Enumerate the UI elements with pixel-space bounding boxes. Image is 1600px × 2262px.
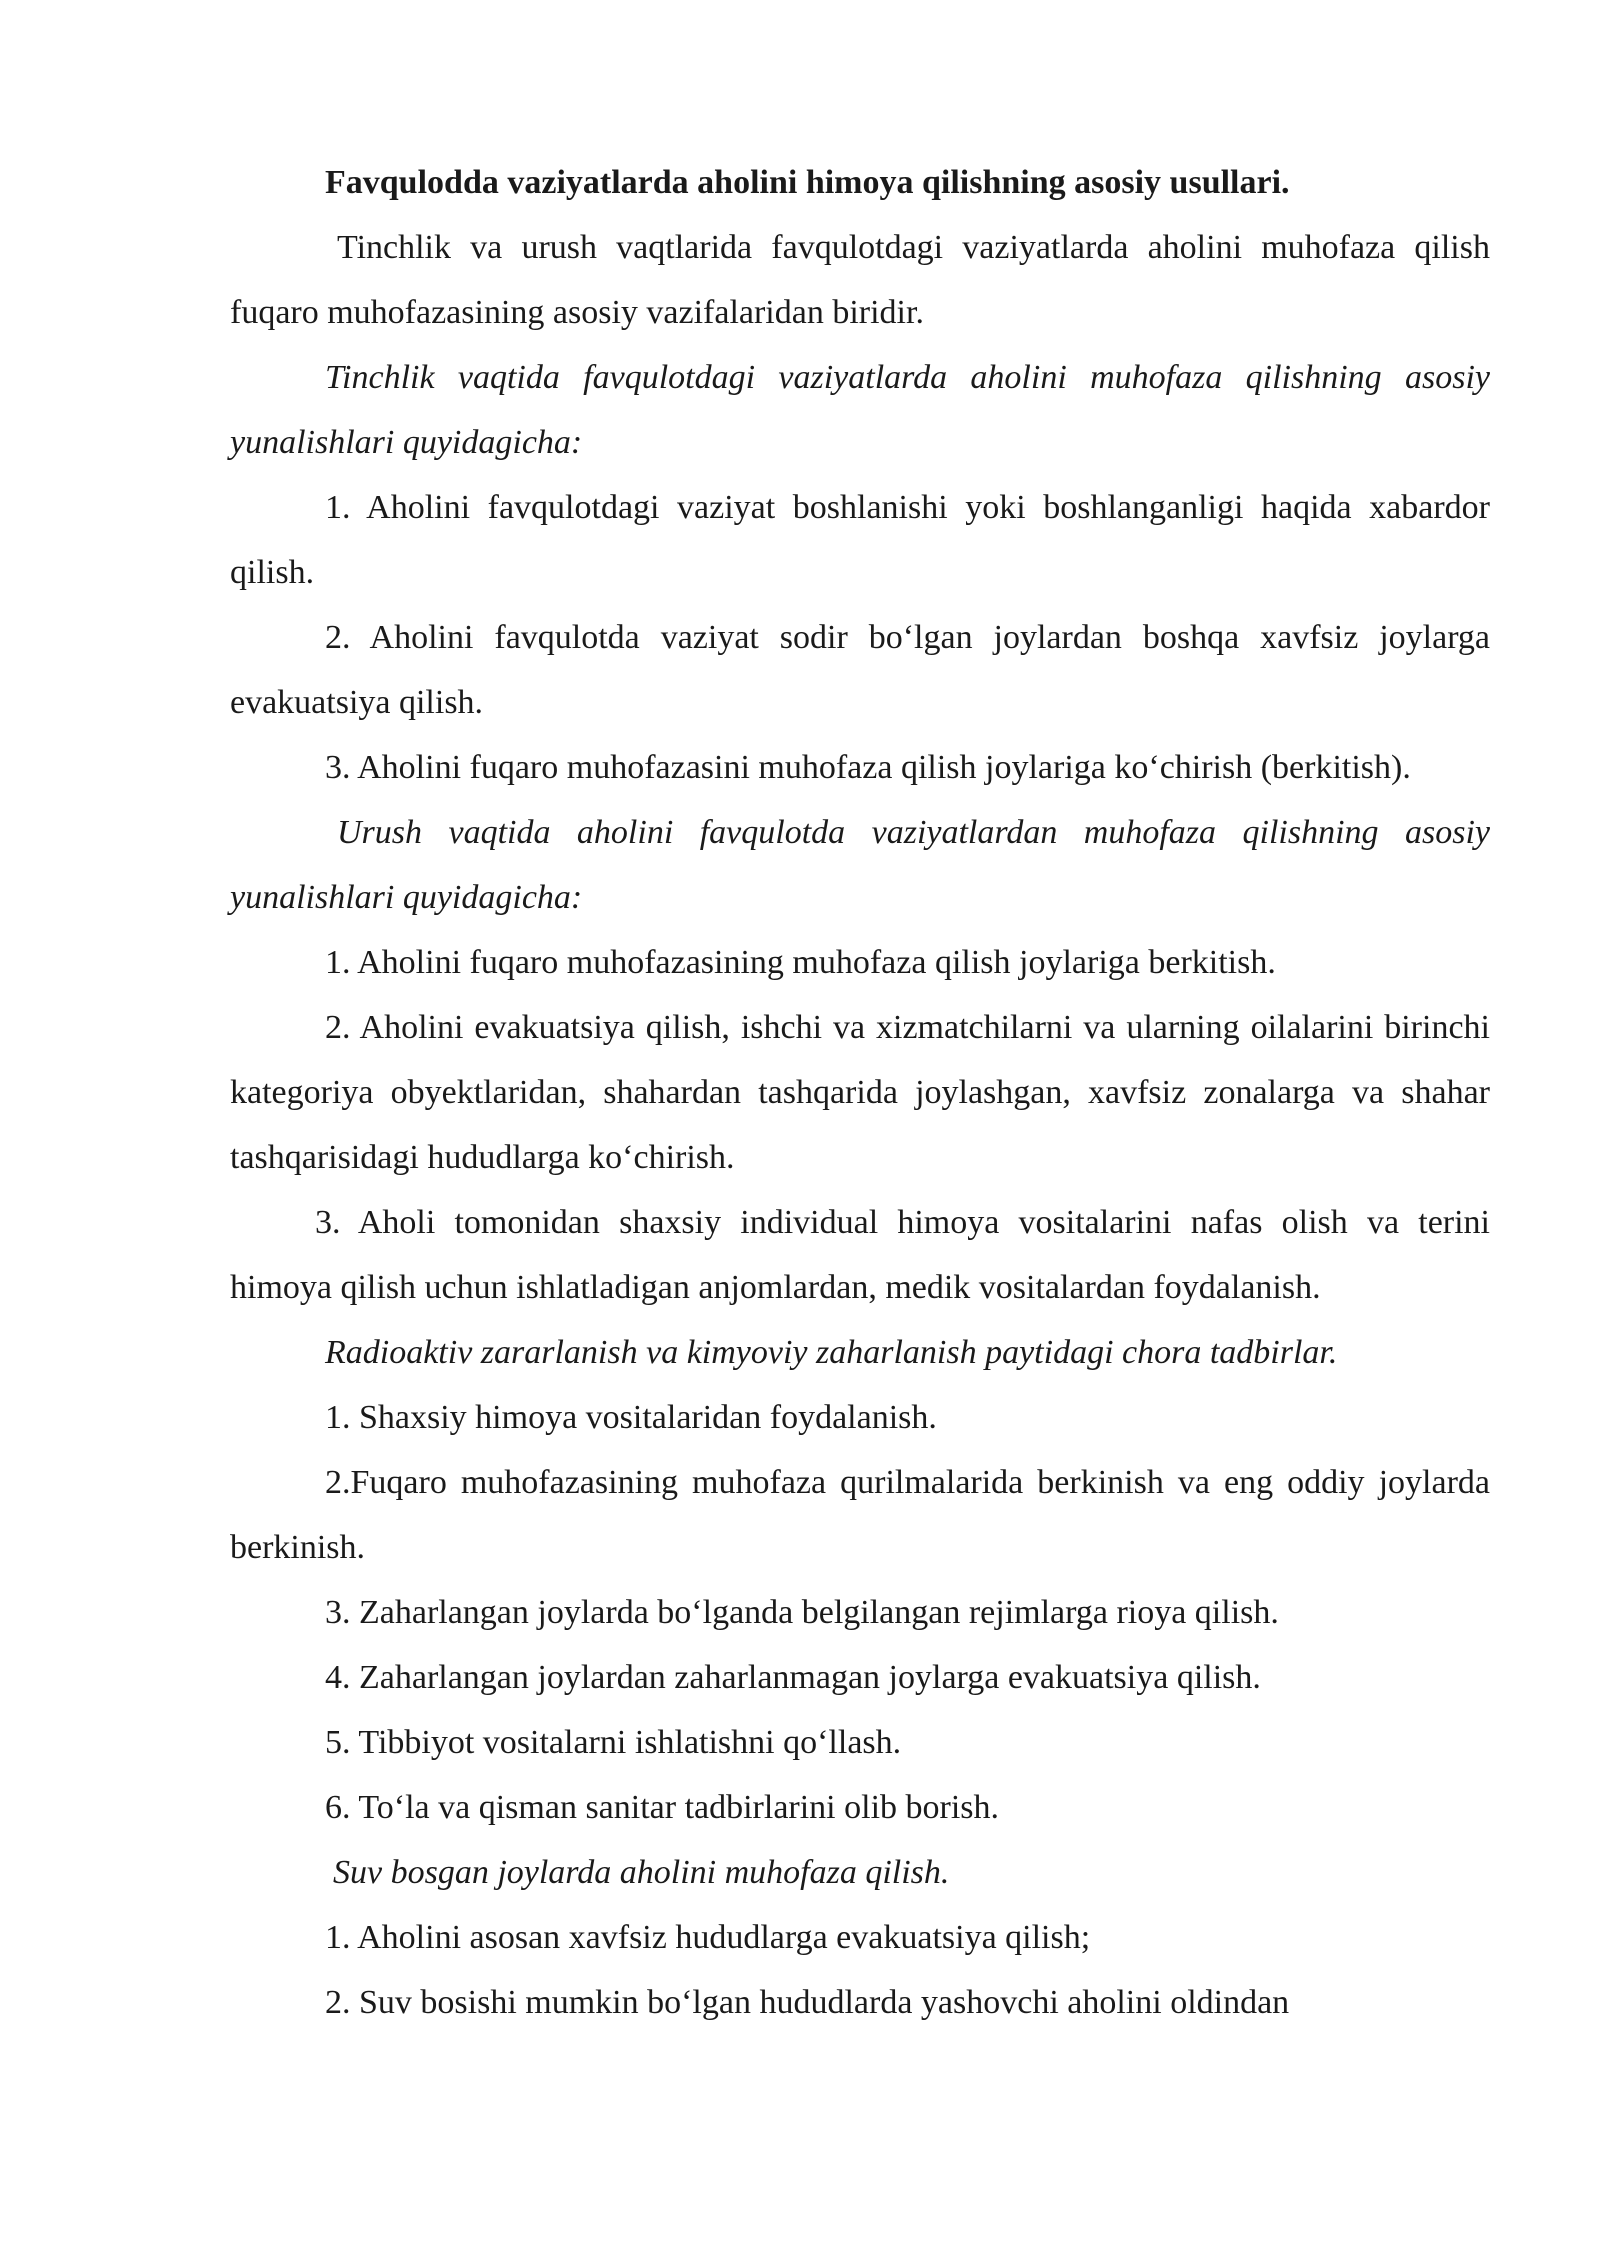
radioactive-item: 2.Fuqaro muhofazasining muhofaza qurilmalarida berkinish va eng oddiy joylarda berkinish. (230, 1464, 1490, 1566)
flood-item: 2. Suv bosishi mumkin bo‘lgan hududlarda yashovchi aholini oldindan (325, 1984, 1290, 2021)
flood-item: 1. Aholini asosan xavfsiz hududlarga evakuatsiya qilish; (325, 1919, 1091, 1956)
radioactive-item: 3. Zaharlangan joylarda bo‘lganda belgilangan rejimlarga rioya qilish. (325, 1594, 1279, 1631)
peacetime-item: 2. Aholini favqulotda vaziyat sodir bo‘lgan joylardan boshqa xavfsiz joylarga evakuatsiya qilish. (230, 619, 1490, 721)
document-title: Favqulodda vaziyatlarda aholini himoya qilishning asosiy usullari. (325, 164, 1290, 201)
peacetime-item: 3. Aholini fuqaro muhofazasini muhofaza qilish joylariga ko‘chirish (berkitish). (325, 749, 1411, 786)
radioactive-item: 1. Shaxsiy himoya vositalaridan foydalanish. (325, 1399, 937, 1436)
flood-heading: Suv bosgan joylarda aholini muhofaza qilish. (333, 1854, 950, 1891)
document-page (230, 150, 1490, 2035)
intro-paragraph: Tinchlik va urush vaqtlarida favqulotdagi vaziyatlarda aholini muhofaza qilish fuqaro muhofazasining asosiy vazifalaridan biridir. (230, 229, 1490, 331)
wartime-item: 1. Aholini fuqaro muhofazasining muhofaza qilish joylariga berkitish. (325, 944, 1276, 981)
wartime-item: 3. Aholi tomonidan shaxsiy individual himoya vositalarini nafas olish va terini himoya qilish uchun ishlatladigan anjomlardan, medik vositalardan foydalanish. (230, 1204, 1490, 1306)
radioactive-item: 6. To‘la va qisman sanitar tadbirlarini olib borish. (325, 1789, 1000, 1826)
radioactive-heading: Radioaktiv zararlanish va kimyoviy zaharlanish paytidagi chora tadbirlar. (325, 1334, 1338, 1371)
wartime-item: 2. Aholini evakuatsiya qilish, ishchi va xizmatchilarni va ularning oilalarini birinchi kategoriya obyektlaridan, shahardan tashqarida joylashgan, xavfsiz zonalarga va shahar tashqarisidagi hududlarga ko‘chirish. (230, 1009, 1490, 1176)
wartime-heading: Urush vaqtida aholini favqulotda vaziyatlardan muhofaza qilishning asosiy yunalishlari quyidagicha: (230, 814, 1490, 916)
radioactive-item: 5. Tibbiyot vositalarni ishlatishni qo‘llash. (325, 1724, 902, 1761)
peacetime-item: 1. Aholini favqulotdagi vaziyat boshlanishi yoki boshlanganligi haqida xabardor qilish. (230, 489, 1490, 591)
radioactive-item: 4. Zaharlangan joylardan zaharlanmagan joylarga evakuatsiya qilish. (325, 1659, 1261, 1696)
peacetime-heading: Tinchlik vaqtida favqulotdagi vaziyatlarda aholini muhofaza qilishning asosiy yunalishlari quyidagicha: (230, 359, 1490, 461)
